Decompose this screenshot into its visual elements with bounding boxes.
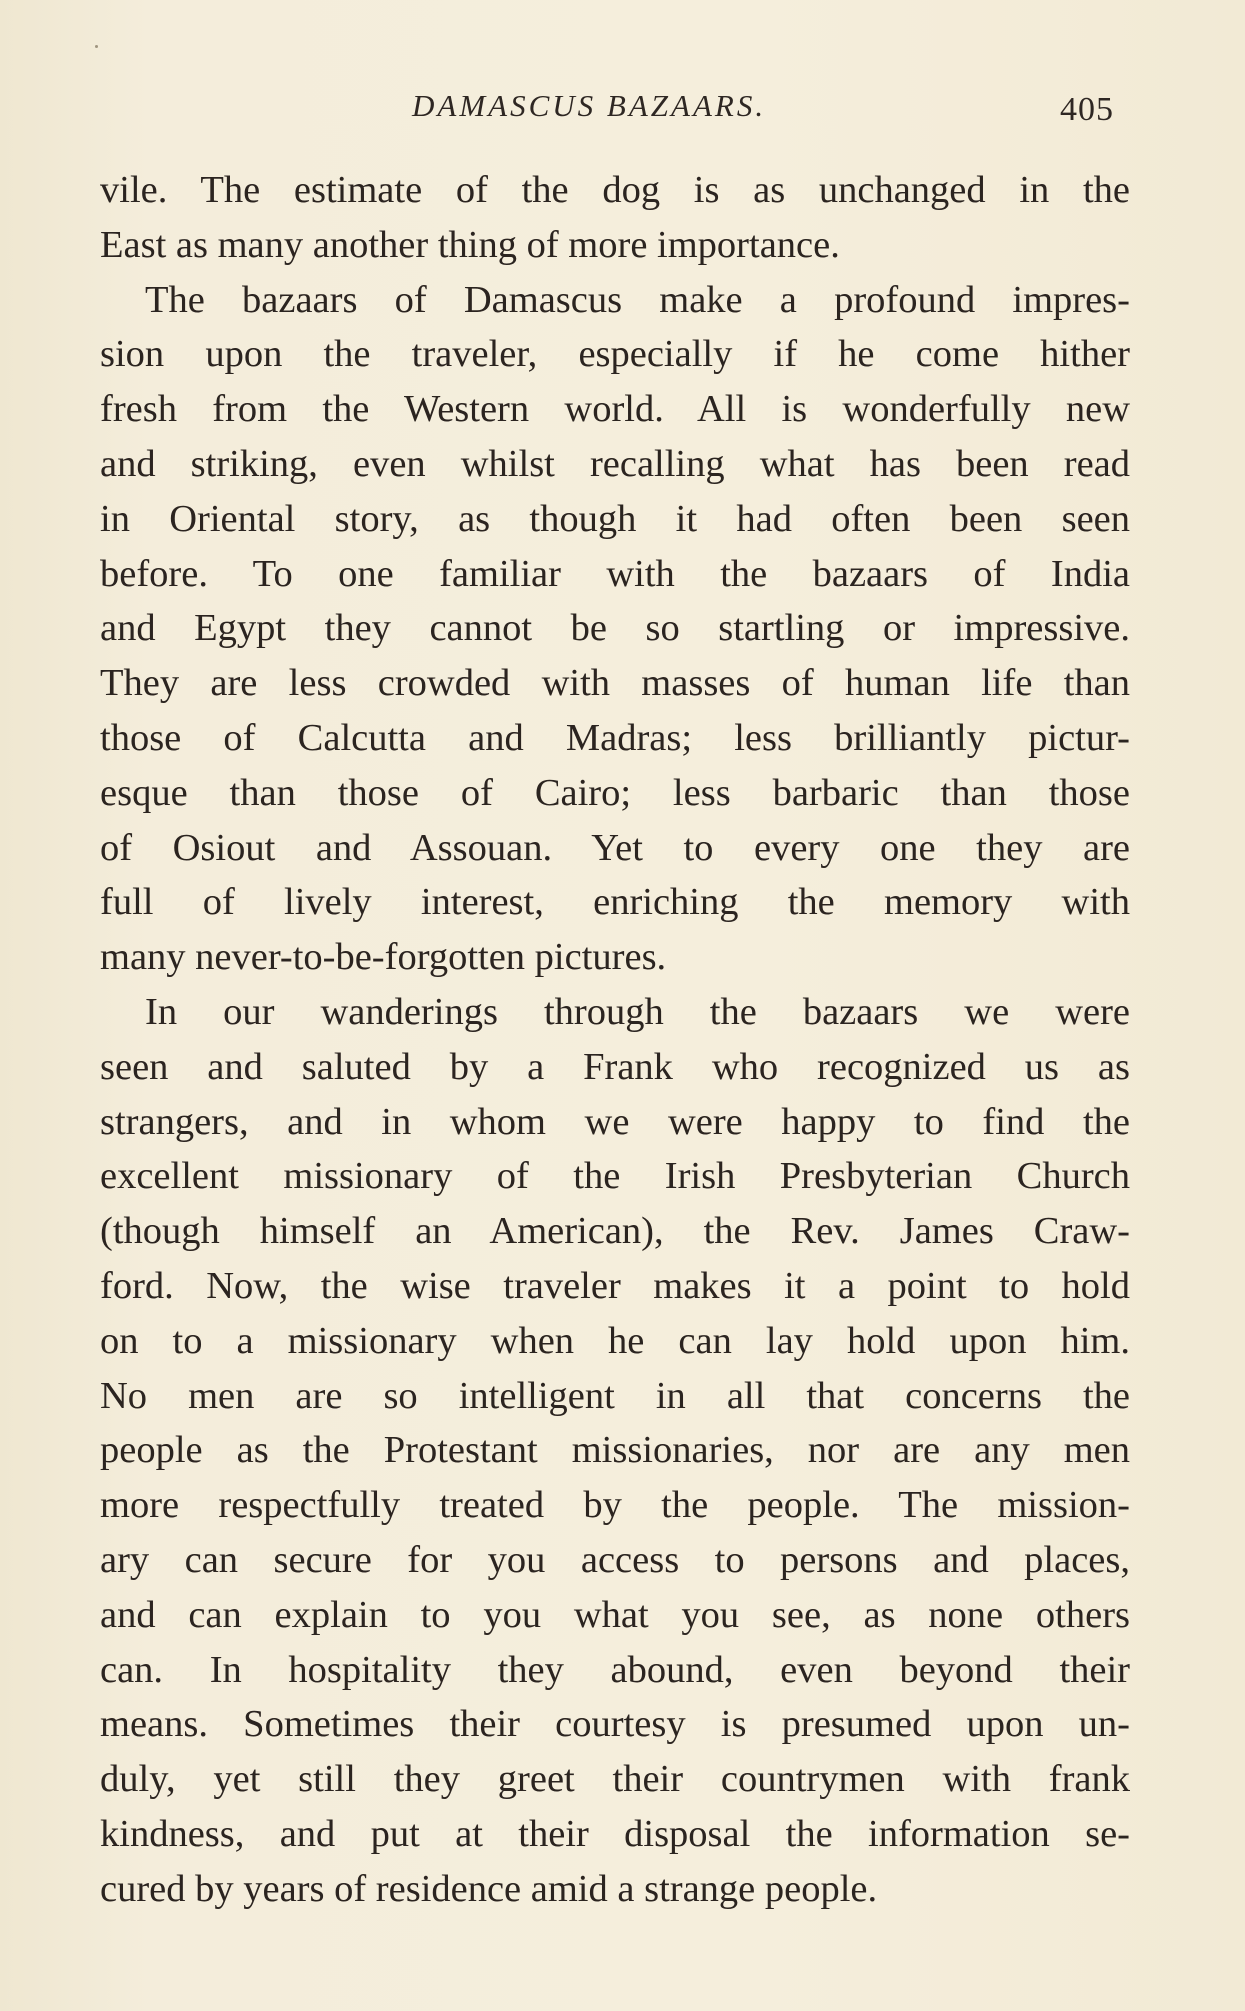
text-line: many never-to-be-forgotten pictures. bbox=[100, 936, 667, 979]
text-line: seen and saluted by a Frank who recognized us as bbox=[100, 1045, 1130, 1088]
text-line: and striking, even whilst recalling what has been read bbox=[100, 442, 1130, 485]
text-line: can. In hospitality they abound, even beyond their bbox=[100, 1648, 1130, 1691]
text-line: excellent missionary of the Irish Presbyterian Church bbox=[100, 1155, 1130, 1198]
text-line: of Osiout and Assouan. Yet to every one they are bbox=[100, 826, 1130, 869]
text-line: (though himself an American), the Rev. James Craw- bbox=[100, 1210, 1130, 1253]
text-line: sion upon the traveler, especially if he come hither bbox=[100, 333, 1130, 376]
text-line: and can explain to you what you see, as none others bbox=[100, 1593, 1130, 1636]
text-line: esque than those of Cairo; less barbaric than those bbox=[100, 771, 1130, 814]
text-line: East as many another thing of more importance. bbox=[100, 223, 840, 266]
page-header bbox=[0, 88, 1245, 148]
paper-speck bbox=[95, 45, 98, 48]
text-line: those of Calcutta and Madras; less brilliantly pictur- bbox=[100, 716, 1130, 759]
text-line: means. Sometimes their courtesy is presumed upon un- bbox=[100, 1703, 1130, 1746]
text-line: In our wanderings through the bazaars we were bbox=[145, 990, 1130, 1033]
text-line: The bazaars of Damascus make a profound impres- bbox=[145, 278, 1130, 321]
text-line: ford. Now, the wise traveler makes it a point to hold bbox=[100, 1264, 1130, 1307]
text-line: strangers, and in whom we were happy to find the bbox=[100, 1100, 1130, 1143]
text-line: cured by years of residence amid a strange people. bbox=[100, 1867, 878, 1910]
text-line: more respectfully treated by the people. The mission- bbox=[100, 1484, 1130, 1527]
text-line: and Egypt they cannot be so startling or impressive. bbox=[100, 607, 1130, 650]
text-line: ary can secure for you access to persons and places, bbox=[100, 1538, 1130, 1581]
text-line: people as the Protestant missionaries, nor are any men bbox=[100, 1429, 1130, 1472]
text-line: kindness, and put at their disposal the information se- bbox=[100, 1812, 1130, 1855]
text-line: before. To one familiar with the bazaars of India bbox=[100, 552, 1130, 595]
text-line: in Oriental story, as though it had often been seen bbox=[100, 497, 1130, 540]
text-line: full of lively interest, enriching the memory with bbox=[100, 881, 1130, 924]
page-number: 405 bbox=[1060, 91, 1114, 128]
text-line: duly, yet still they greet their countrymen with frank bbox=[100, 1758, 1130, 1801]
text-line: on to a missionary when he can lay hold upon him. bbox=[100, 1319, 1130, 1362]
running-title: DAMASCUS BAZAARS. bbox=[412, 88, 767, 123]
text-line: They are less crowded with masses of human life than bbox=[100, 662, 1130, 705]
text-line: No men are so intelligent in all that concerns the bbox=[100, 1374, 1130, 1417]
body-text bbox=[100, 163, 1130, 1917]
text-line: fresh from the Western world. All is wonderfully new bbox=[100, 388, 1130, 431]
text-line: vile. The estimate of the dog is as unchanged in the bbox=[100, 169, 1130, 211]
